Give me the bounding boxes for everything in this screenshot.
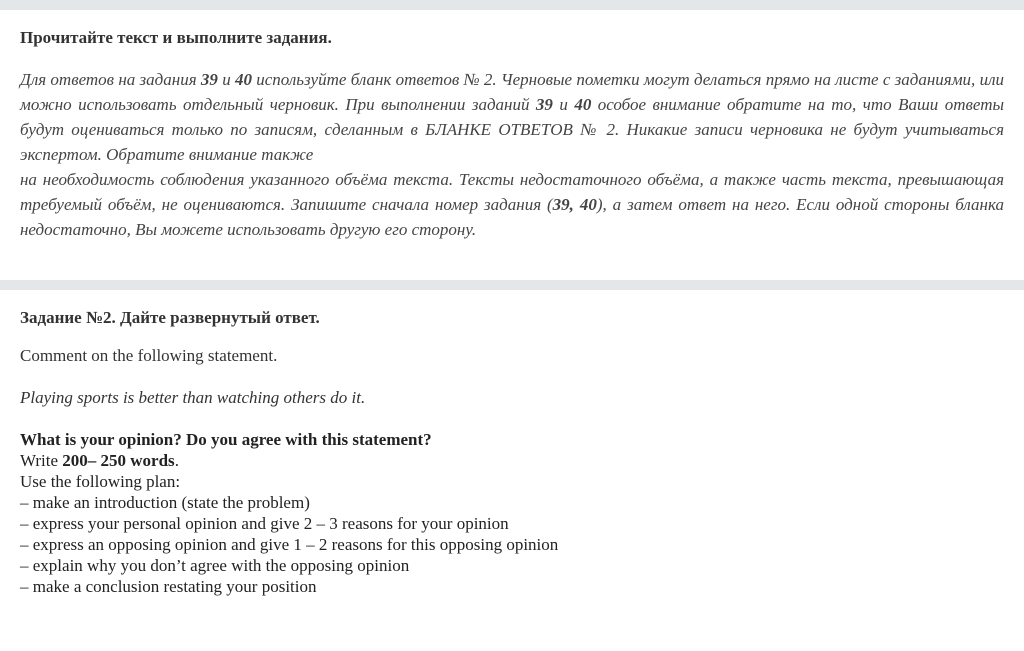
plan-intro: Use the following plan: <box>20 472 181 491</box>
plan-item: – make a conclusion restating your position <box>20 577 317 596</box>
instructions-paragraph-1: Для ответов на задания 39 и 40 используйте бланк ответов № 2. Черновые пометки могут делаться прямо на листе с заданиями, или можно использовать отдельный черновик. При выполнении заданий 39 и 40 особое внимание обратите на то, что Ваши ответы будут оцениваться только по записям, сделанным в БЛАНКЕ ОТВЕТОВ № 2. Никакие записи черновика не будут учитываться экспертом. Обратите внимание также <box>20 70 1005 164</box>
task-requirements <box>20 429 1004 597</box>
instructions-heading: Прочитайте текст и выполните задания. <box>20 28 332 47</box>
plan-item: – express your personal opinion and give 2 – 3 reasons for your opinion <box>20 514 509 533</box>
middle-divider-band <box>0 280 1024 290</box>
top-divider-band <box>0 0 1024 10</box>
task-statement: Playing sports is better than watching others do it. <box>20 388 366 407</box>
word-count-line: Write 200– 250 words. <box>20 451 179 470</box>
instructions-section <box>0 10 1024 280</box>
task-question: What is your opinion? Do you agree with this statement? <box>20 430 432 449</box>
task-comment: Comment on the following statement. <box>20 346 278 365</box>
plan-item: – make an introduction (state the problem) <box>20 493 310 512</box>
plan-item: – express an opposing opinion and give 1 – 2 reasons for this opposing opinion <box>20 535 559 554</box>
word-count: 200– 250 words <box>62 451 175 470</box>
task-section <box>0 290 1024 597</box>
task-heading: Задание №2. Дайте развернутый ответ. <box>20 308 320 327</box>
instructions-text <box>20 67 1004 242</box>
instructions-paragraph-2: на необходимость соблюдения указанного объёма текста. Тексты недостаточного объёма, а также часть текста, превышающая требуемый объём, не оцениваются. Запишите сначала номер задания (39, 40), а затем ответ на него. Если одной стороны бланка недостаточно, Вы можете использовать другую его сторону. <box>20 170 1004 239</box>
plan-item: – explain why you don’t agree with the opposing opinion <box>20 556 410 575</box>
